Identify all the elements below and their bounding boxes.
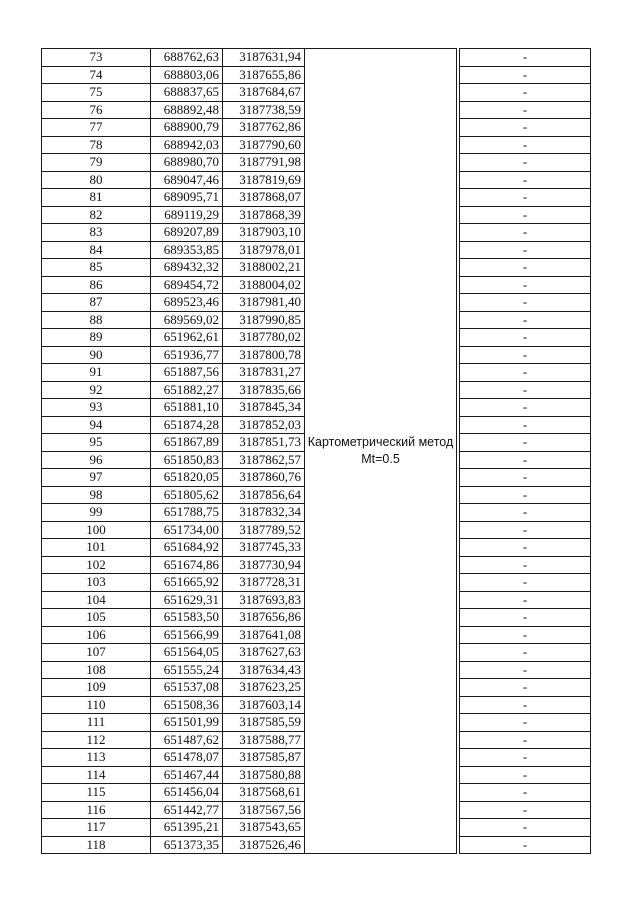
x-coordinate-cell: 651508,36 [151, 696, 223, 714]
point-number-cell: 110 [42, 696, 151, 714]
y-coordinate-cell: 3187656,86 [223, 609, 305, 627]
x-coordinate-cell: 688762,63 [151, 49, 223, 67]
x-coordinate-cell: 651478,07 [151, 749, 223, 767]
accuracy-value-cell: - [460, 591, 591, 609]
y-coordinate-cell: 3187860,76 [223, 469, 305, 487]
accuracy-value-cell: - [460, 714, 591, 732]
x-coordinate-cell: 651487,62 [151, 731, 223, 749]
x-coordinate-cell: 689119,29 [151, 206, 223, 224]
y-coordinate-cell: 3187978,01 [223, 241, 305, 259]
x-coordinate-cell: 651629,31 [151, 591, 223, 609]
point-number-cell: 81 [42, 189, 151, 207]
x-coordinate-cell: 689454,72 [151, 276, 223, 294]
y-coordinate-cell: 3187851,73 [223, 434, 305, 452]
accuracy-value-cell: - [460, 259, 591, 277]
y-coordinate-cell: 3188002,21 [223, 259, 305, 277]
x-coordinate-cell: 651467,44 [151, 766, 223, 784]
point-number-cell: 74 [42, 66, 151, 84]
x-coordinate-cell: 651456,04 [151, 784, 223, 802]
y-coordinate-cell: 3187631,94 [223, 49, 305, 67]
point-number-cell: 114 [42, 766, 151, 784]
accuracy-value-cell: - [460, 346, 591, 364]
accuracy-value-cell: - [460, 609, 591, 627]
accuracy-value-cell: - [460, 224, 591, 242]
y-coordinate-cell: 3187738,59 [223, 101, 305, 119]
point-number-cell: 102 [42, 556, 151, 574]
y-coordinate-cell: 3187526,46 [223, 836, 305, 854]
x-coordinate-cell: 688980,70 [151, 154, 223, 172]
accuracy-value-cell: - [460, 136, 591, 154]
y-coordinate-cell: 3187623,25 [223, 679, 305, 697]
point-number-cell: 77 [42, 119, 151, 137]
accuracy-value-cell: - [460, 206, 591, 224]
y-coordinate-cell: 3187990,85 [223, 311, 305, 329]
x-coordinate-cell: 651734,00 [151, 521, 223, 539]
x-coordinate-cell: 651373,35 [151, 836, 223, 854]
accuracy-value-cell: - [460, 644, 591, 662]
accuracy-value-cell: - [460, 574, 591, 592]
point-number-cell: 97 [42, 469, 151, 487]
accuracy-value-cell: - [460, 784, 591, 802]
point-number-cell: 76 [42, 101, 151, 119]
accuracy-value-cell: - [460, 661, 591, 679]
y-coordinate-cell: 3187543,65 [223, 819, 305, 837]
accuracy-value-cell: - [460, 416, 591, 434]
x-coordinate-cell: 651501,99 [151, 714, 223, 732]
x-coordinate-cell: 651867,89 [151, 434, 223, 452]
point-number-cell: 95 [42, 434, 151, 452]
y-coordinate-cell: 3187845,34 [223, 399, 305, 417]
x-coordinate-cell: 688942,03 [151, 136, 223, 154]
x-coordinate-cell: 651936,77 [151, 346, 223, 364]
point-number-cell: 106 [42, 626, 151, 644]
point-number-cell: 96 [42, 451, 151, 469]
y-coordinate-cell: 3187791,98 [223, 154, 305, 172]
accuracy-value-cell: - [460, 539, 591, 557]
accuracy-value-cell: - [460, 294, 591, 312]
point-number-cell: 116 [42, 801, 151, 819]
y-coordinate-cell: 3187789,52 [223, 521, 305, 539]
y-coordinate-cell: 3187655,86 [223, 66, 305, 84]
x-coordinate-cell: 651583,50 [151, 609, 223, 627]
y-coordinate-cell: 3187981,40 [223, 294, 305, 312]
point-number-cell: 100 [42, 521, 151, 539]
x-coordinate-cell: 689207,89 [151, 224, 223, 242]
y-coordinate-cell: 3187580,88 [223, 766, 305, 784]
coordinates-table [41, 48, 591, 854]
accuracy-value-cell: - [460, 469, 591, 487]
accuracy-value-cell: - [460, 399, 591, 417]
point-number-cell: 83 [42, 224, 151, 242]
point-number-cell: 92 [42, 381, 151, 399]
accuracy-value-cell: - [460, 819, 591, 837]
y-coordinate-cell: 3187745,33 [223, 539, 305, 557]
point-number-cell: 111 [42, 714, 151, 732]
y-coordinate-cell: 3187903,10 [223, 224, 305, 242]
accuracy-value-cell: - [460, 171, 591, 189]
y-coordinate-cell: 3187831,27 [223, 364, 305, 382]
x-coordinate-cell: 688837,65 [151, 84, 223, 102]
accuracy-value-cell: - [460, 364, 591, 382]
y-coordinate-cell: 3187730,94 [223, 556, 305, 574]
y-coordinate-cell: 3187780,02 [223, 329, 305, 347]
accuracy-value-cell: - [460, 749, 591, 767]
point-number-cell: 82 [42, 206, 151, 224]
x-coordinate-cell: 688803,06 [151, 66, 223, 84]
x-coordinate-cell: 651887,56 [151, 364, 223, 382]
point-number-cell: 104 [42, 591, 151, 609]
point-number-cell: 78 [42, 136, 151, 154]
x-coordinate-cell: 651442,77 [151, 801, 223, 819]
x-coordinate-cell: 689095,71 [151, 189, 223, 207]
y-coordinate-cell: 3187852,03 [223, 416, 305, 434]
point-number-cell: 113 [42, 749, 151, 767]
point-number-cell: 89 [42, 329, 151, 347]
accuracy-value-cell: - [460, 66, 591, 84]
y-coordinate-cell: 3187728,31 [223, 574, 305, 592]
x-coordinate-cell: 651555,24 [151, 661, 223, 679]
accuracy-value-cell: - [460, 276, 591, 294]
point-number-cell: 118 [42, 836, 151, 854]
point-number-cell: 87 [42, 294, 151, 312]
point-number-cell: 84 [42, 241, 151, 259]
x-coordinate-cell: 651881,10 [151, 399, 223, 417]
x-coordinate-cell: 651850,83 [151, 451, 223, 469]
x-coordinate-cell: 651805,62 [151, 486, 223, 504]
accuracy-value-cell: - [460, 329, 591, 347]
accuracy-value-cell: - [460, 626, 591, 644]
y-coordinate-cell: 3187819,69 [223, 171, 305, 189]
point-number-cell: 90 [42, 346, 151, 364]
accuracy-value-cell: - [460, 521, 591, 539]
x-coordinate-cell: 651564,05 [151, 644, 223, 662]
accuracy-value-cell: - [460, 504, 591, 522]
point-number-cell: 112 [42, 731, 151, 749]
y-coordinate-cell: 3187790,60 [223, 136, 305, 154]
x-coordinate-cell: 651395,21 [151, 819, 223, 837]
y-coordinate-cell: 3187693,83 [223, 591, 305, 609]
y-coordinate-cell: 3187585,59 [223, 714, 305, 732]
y-coordinate-cell: 3187868,07 [223, 189, 305, 207]
y-coordinate-cell: 3187856,64 [223, 486, 305, 504]
accuracy-value-cell: - [460, 434, 591, 452]
y-coordinate-cell: 3187634,43 [223, 661, 305, 679]
accuracy-value-cell: - [460, 679, 591, 697]
accuracy-value-cell: - [460, 119, 591, 137]
x-coordinate-cell: 689523,46 [151, 294, 223, 312]
y-coordinate-cell: 3187762,86 [223, 119, 305, 137]
point-number-cell: 109 [42, 679, 151, 697]
accuracy-value-cell: - [460, 84, 591, 102]
accuracy-value-cell: - [460, 801, 591, 819]
x-coordinate-cell: 688892,48 [151, 101, 223, 119]
accuracy-value-cell: - [460, 311, 591, 329]
x-coordinate-cell: 689569,02 [151, 311, 223, 329]
point-number-cell: 117 [42, 819, 151, 837]
x-coordinate-cell: 651788,75 [151, 504, 223, 522]
accuracy-value-cell: - [460, 696, 591, 714]
point-number-cell: 99 [42, 504, 151, 522]
y-coordinate-cell: 3187603,14 [223, 696, 305, 714]
y-coordinate-cell: 3187567,56 [223, 801, 305, 819]
point-number-cell: 86 [42, 276, 151, 294]
y-coordinate-cell: 3187800,78 [223, 346, 305, 364]
x-coordinate-cell: 651566,99 [151, 626, 223, 644]
accuracy-value-cell: - [460, 836, 591, 854]
point-number-cell: 105 [42, 609, 151, 627]
y-coordinate-cell: 3187588,77 [223, 731, 305, 749]
accuracy-value-cell: - [460, 731, 591, 749]
accuracy-value-cell: - [460, 451, 591, 469]
point-number-cell: 88 [42, 311, 151, 329]
table-row [42, 49, 591, 67]
x-coordinate-cell: 689353,85 [151, 241, 223, 259]
x-coordinate-cell: 689432,32 [151, 259, 223, 277]
accuracy-value-cell: - [460, 101, 591, 119]
x-coordinate-cell: 651684,92 [151, 539, 223, 557]
point-number-cell: 93 [42, 399, 151, 417]
point-number-cell: 115 [42, 784, 151, 802]
y-coordinate-cell: 3187835,66 [223, 381, 305, 399]
y-coordinate-cell: 3187862,57 [223, 451, 305, 469]
y-coordinate-cell: 3187868,39 [223, 206, 305, 224]
y-coordinate-cell: 3187585,87 [223, 749, 305, 767]
point-number-cell: 91 [42, 364, 151, 382]
x-coordinate-cell: 651665,92 [151, 574, 223, 592]
y-coordinate-cell: 3187832,34 [223, 504, 305, 522]
point-number-cell: 80 [42, 171, 151, 189]
y-coordinate-cell: 3187568,61 [223, 784, 305, 802]
point-number-cell: 73 [42, 49, 151, 67]
x-coordinate-cell: 651962,61 [151, 329, 223, 347]
y-coordinate-cell: 3188004,02 [223, 276, 305, 294]
x-coordinate-cell: 651882,27 [151, 381, 223, 399]
x-coordinate-cell: 688900,79 [151, 119, 223, 137]
point-number-cell: 103 [42, 574, 151, 592]
y-coordinate-cell: 3187641,08 [223, 626, 305, 644]
point-number-cell: 98 [42, 486, 151, 504]
accuracy-value-cell: - [460, 241, 591, 259]
point-number-cell: 85 [42, 259, 151, 277]
point-number-cell: 79 [42, 154, 151, 172]
coordinates-table-body [42, 49, 591, 854]
accuracy-value-cell: - [460, 189, 591, 207]
method-cell: Картометрический метод Mt=0.5 [305, 49, 457, 854]
y-coordinate-cell: 3187684,67 [223, 84, 305, 102]
x-coordinate-cell: 689047,46 [151, 171, 223, 189]
point-number-cell: 75 [42, 84, 151, 102]
x-coordinate-cell: 651674,86 [151, 556, 223, 574]
x-coordinate-cell: 651874,28 [151, 416, 223, 434]
accuracy-value-cell: - [460, 766, 591, 784]
accuracy-value-cell: - [460, 556, 591, 574]
accuracy-value-cell: - [460, 49, 591, 67]
point-number-cell: 101 [42, 539, 151, 557]
accuracy-value-cell: - [460, 154, 591, 172]
point-number-cell: 108 [42, 661, 151, 679]
x-coordinate-cell: 651820,05 [151, 469, 223, 487]
x-coordinate-cell: 651537,08 [151, 679, 223, 697]
point-number-cell: 107 [42, 644, 151, 662]
y-coordinate-cell: 3187627,63 [223, 644, 305, 662]
accuracy-value-cell: - [460, 486, 591, 504]
point-number-cell: 94 [42, 416, 151, 434]
accuracy-value-cell: - [460, 381, 591, 399]
